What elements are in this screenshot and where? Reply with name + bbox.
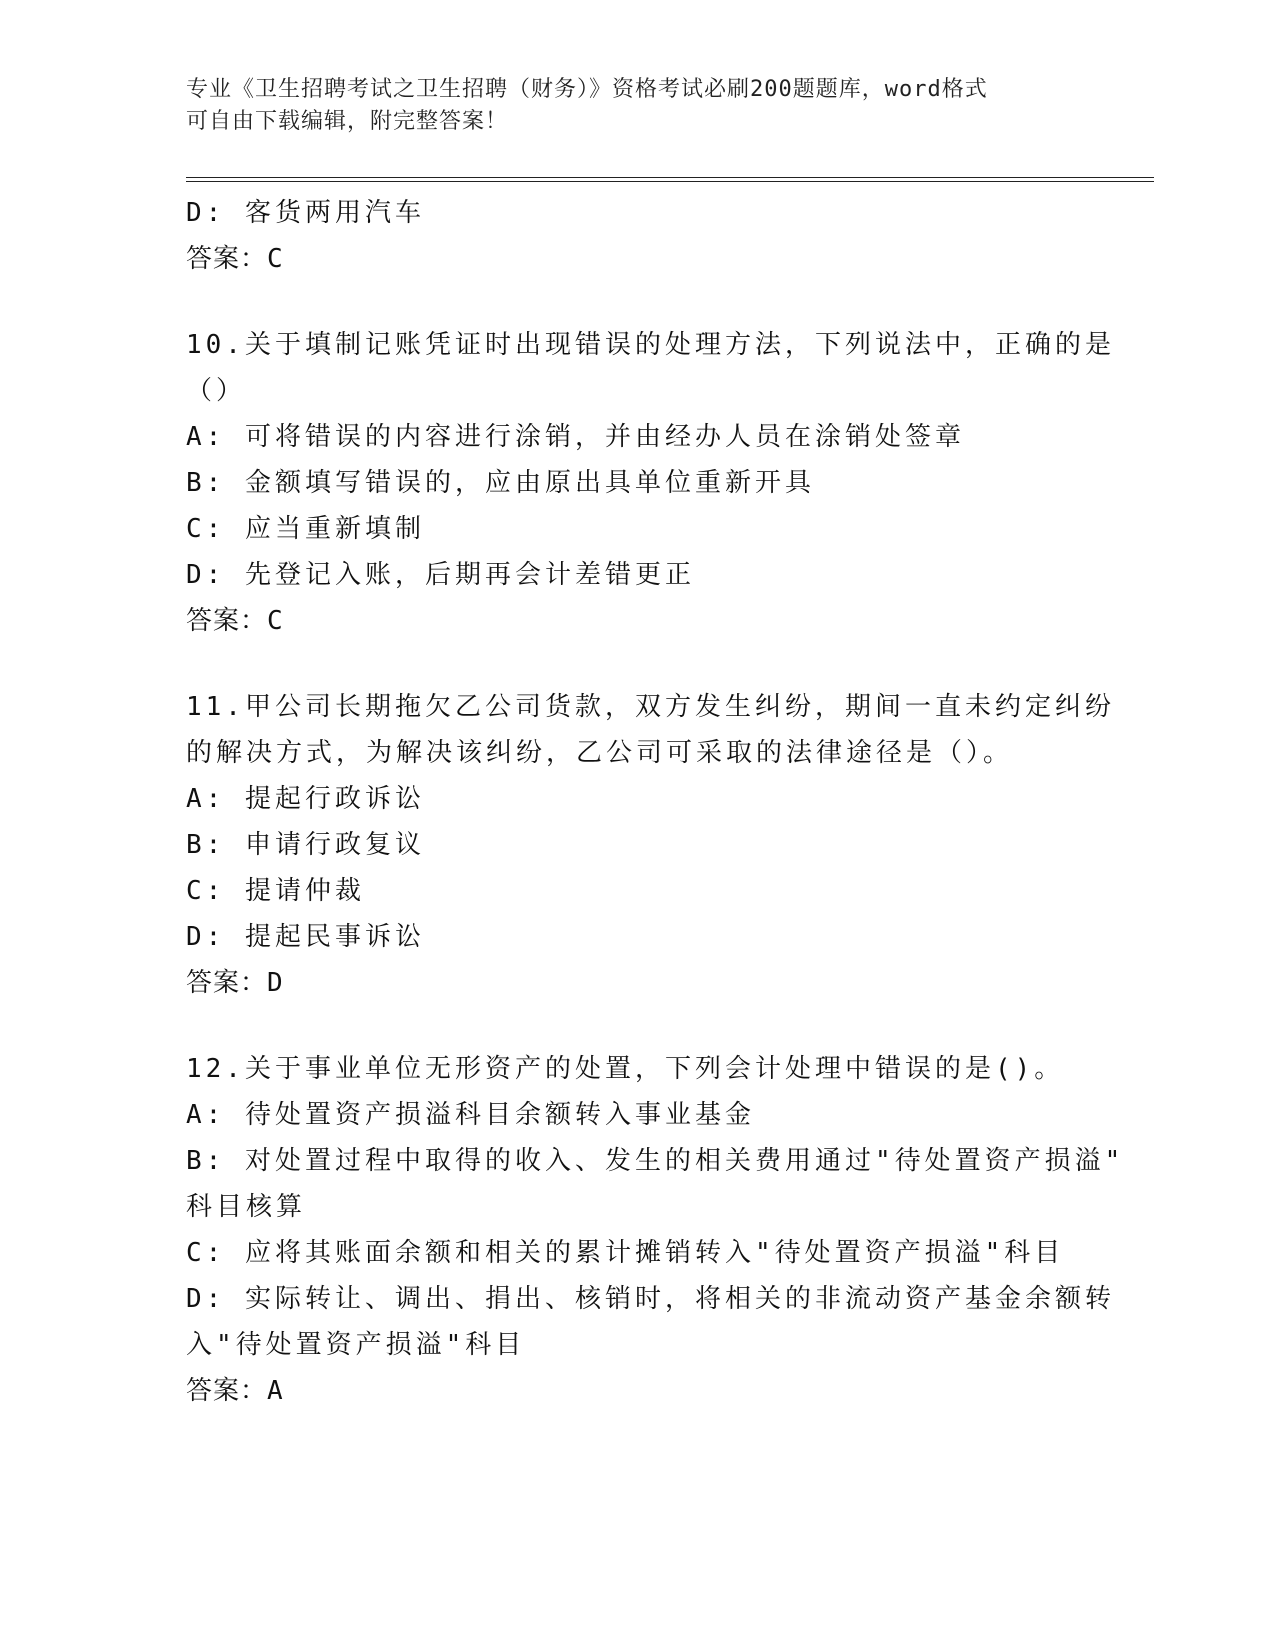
option-c: C: 应当重新填制 (186, 514, 425, 544)
option-a: A: 可将错误的内容进行涂销，并由经办人员在涂销处签章 (186, 422, 965, 452)
question-stem-line: 12.关于事业单位无形资产的处置，下列会计处理中错误的是()。 (186, 1054, 1065, 1084)
answer-value: C (267, 244, 284, 274)
option-b: B: 金额填写错误的，应由原出具单位重新开具 (186, 468, 815, 498)
question-10 (186, 322, 1115, 644)
question-stem-line: 的解决方式，为解决该纠纷，乙公司可采取的法律途径是（）。 (186, 738, 1014, 768)
option-d-continued: 入"待处置资产损溢"科目 (186, 1330, 526, 1360)
header-rule-bottom (186, 181, 1154, 182)
answer-label: 答案： (186, 968, 268, 998)
question-stem-line: 10.关于填制记账凭证时出现错误的处理方法，下列说法中，正确的是 (186, 330, 1115, 360)
answer-line (186, 598, 1086, 644)
option-a: A: 提起行政诉讼 (186, 784, 425, 814)
question-11 (186, 684, 1115, 1006)
answer-value: C (267, 606, 284, 636)
answer-value: A (267, 1376, 284, 1406)
document-body (186, 190, 1125, 1414)
option-b: B: 申请行政复议 (186, 830, 425, 860)
header-line-1: 专业《卫生招聘考试之卫生招聘（财务）》资格考试必刷200题题库，word格式 (186, 77, 988, 102)
option-d: D: 实际转让、调出、捐出、核销时，将相关的非流动资产基金余额转 (186, 1284, 1115, 1314)
answer-value: D (267, 968, 284, 998)
question-12 (186, 1046, 1125, 1414)
answer-line (186, 236, 1086, 282)
option-a: A: 待处置资产损溢科目余额转入事业基金 (186, 1100, 755, 1130)
question-stem-line: 11.甲公司长期拖欠乙公司货款，双方发生纠纷，期间一直未约定纠纷 (186, 692, 1115, 722)
answer-line (186, 1368, 1086, 1414)
page-header (186, 74, 1076, 138)
answer-label: 答案： (186, 1376, 268, 1406)
header-line-2: 可自由下载编辑，附完整答案！ (186, 109, 509, 134)
option-c: C: 提请仲裁 (186, 876, 365, 906)
option-d: D: 提起民事诉讼 (186, 922, 425, 952)
option-b: B: 对处置过程中取得的收入、发生的相关费用通过"待处置资产损溢" (186, 1146, 1125, 1176)
option-d: D: 先登记入账，后期再会计差错更正 (186, 560, 695, 590)
option-c: C: 应将其账面余额和相关的累计摊销转入"待处置资产损溢"科目 (186, 1238, 1065, 1268)
question-stem-line: （） (186, 376, 247, 406)
previous-question-tail (186, 190, 1086, 282)
answer-line (186, 960, 1086, 1006)
header-rule-top (186, 177, 1154, 178)
option-d: D: 客货两用汽车 (186, 198, 425, 228)
answer-label: 答案： (186, 244, 268, 274)
option-b-continued: 科目核算 (186, 1192, 307, 1222)
answer-label: 答案： (186, 606, 268, 636)
